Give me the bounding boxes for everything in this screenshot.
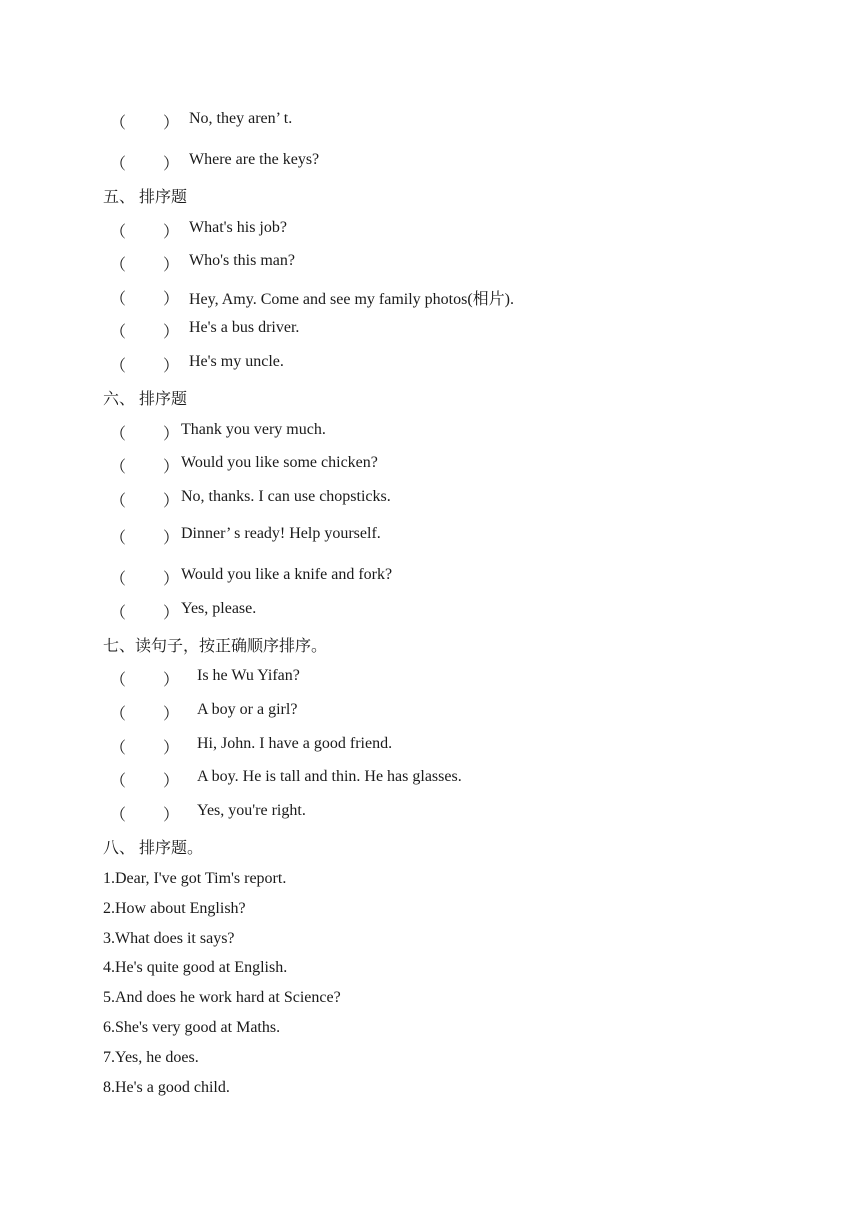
section8-heading: 八、 排序题。	[103, 840, 204, 857]
answer-paren-close: ）	[163, 807, 180, 824]
sentence-text: Would you like a knife and fork?	[181, 566, 393, 583]
sentence-text: Where are the keys?	[189, 151, 320, 168]
sentence-text: Dinner’ s ready! Help yourself.	[181, 525, 381, 542]
numbered-sentence: 5.And does he work hard at Science?	[103, 989, 341, 1006]
sentence-text: Is he Wu Yifan?	[197, 667, 300, 684]
answer-paren-open: （	[110, 706, 127, 723]
answer-paren-close: ）	[163, 530, 180, 547]
answer-paren-open: （	[110, 530, 127, 547]
answer-paren-close: ）	[163, 571, 180, 588]
numbered-sentence: 6.She's very good at Maths.	[103, 1019, 281, 1036]
answer-paren-open: （	[110, 740, 127, 757]
sentence-text: A boy or a girl?	[197, 701, 298, 718]
numbered-sentence: 4.He's quite good at English.	[103, 959, 288, 976]
numbered-sentence: 7.Yes, he does.	[103, 1049, 199, 1066]
answer-paren-close: ）	[163, 115, 180, 132]
sentence-text: He's a bus driver.	[189, 319, 300, 336]
answer-paren-close: ）	[163, 358, 180, 375]
sentence-text: Hey, Amy. Come and see my family photos(相片).	[189, 291, 514, 308]
section5-heading: 五、 排序题	[103, 189, 188, 206]
answer-paren-open: （	[110, 156, 127, 173]
sentence-text: Who's this man?	[189, 252, 295, 269]
answer-paren-open: （	[110, 324, 127, 341]
answer-paren-close: ）	[163, 672, 180, 689]
answer-paren-close: ）	[163, 740, 180, 757]
numbered-sentence: 1.Dear, I've got Tim's report.	[103, 870, 287, 887]
answer-paren-close: ）	[163, 257, 180, 274]
answer-paren-open: （	[110, 571, 127, 588]
answer-paren-close: ）	[163, 773, 180, 790]
answer-paren-open: （	[110, 493, 127, 510]
sentence-text: A boy. He is tall and thin. He has glasses.	[197, 768, 462, 785]
sentence-text: Thank you very much.	[181, 421, 326, 438]
answer-paren-open: （	[110, 807, 127, 824]
sentence-text: Yes, you're right.	[197, 802, 306, 819]
answer-paren-open: （	[110, 605, 127, 622]
answer-paren-open: （	[110, 257, 127, 274]
answer-paren-close: ）	[163, 324, 180, 341]
sentence-text: He's my uncle.	[189, 353, 284, 370]
answer-paren-close: ）	[163, 605, 180, 622]
sentence-text: Yes, please.	[181, 600, 257, 617]
numbered-sentence: 8.He's a good child.	[103, 1079, 230, 1096]
sentence-text: No, thanks. I can use chopsticks.	[181, 488, 391, 505]
answer-paren-close: ）	[163, 426, 180, 443]
answer-paren-open: （	[110, 773, 127, 790]
answer-paren-close: ）	[163, 493, 180, 510]
sentence-text: What's his job?	[189, 219, 287, 236]
answer-paren-close: ）	[163, 706, 180, 723]
answer-paren-open: （	[110, 115, 127, 132]
section6-heading: 六、 排序题	[103, 391, 188, 408]
answer-paren-open: （	[110, 672, 127, 689]
answer-paren-close: ）	[163, 224, 180, 241]
answer-paren-open: （	[110, 358, 127, 375]
answer-paren-open: （	[110, 224, 127, 241]
answer-paren-open: （	[110, 459, 127, 476]
answer-paren-close: ）	[163, 459, 180, 476]
numbered-sentence: 3.What does it says?	[103, 930, 235, 947]
answer-paren-open: （	[110, 426, 127, 443]
sentence-text: Hi, John. I have a good friend.	[197, 735, 393, 752]
sentence-text: Would you like some chicken?	[181, 454, 378, 471]
section7-heading: 七、读句子，按正确顺序排序。	[103, 638, 328, 655]
numbered-sentence: 2.How about English?	[103, 900, 246, 917]
answer-paren-close: ）	[163, 156, 180, 173]
answer-paren-close: ）	[163, 291, 180, 308]
sentence-text: No, they aren’ t.	[189, 110, 293, 127]
answer-paren-open: （	[110, 291, 127, 308]
